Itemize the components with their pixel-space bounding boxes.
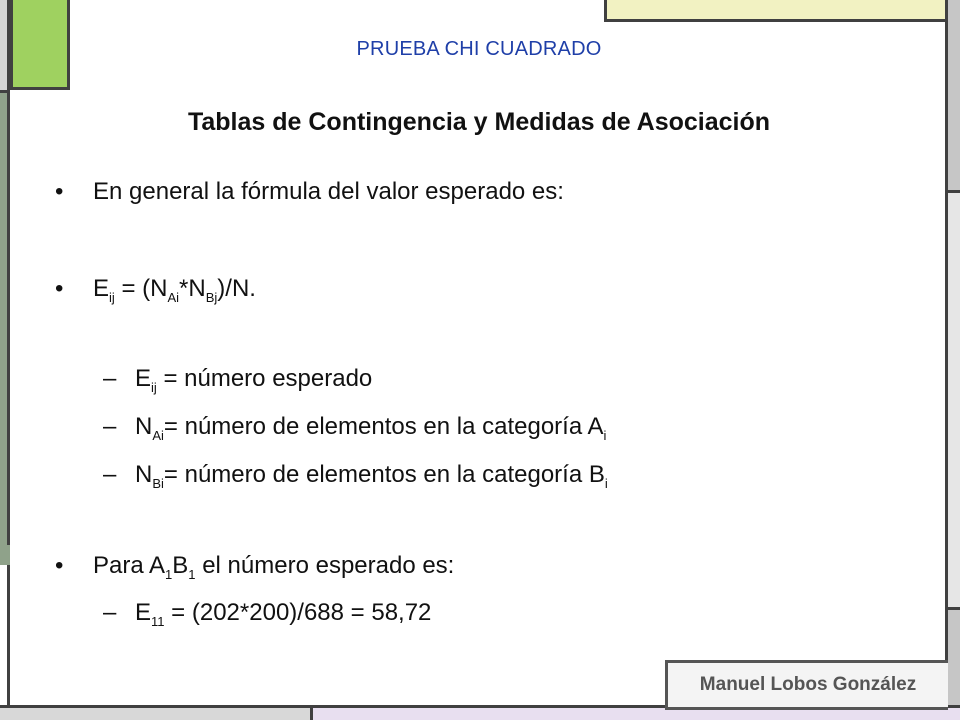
dash-marker: –: [103, 413, 117, 440]
definition-text: $E_{ij}$ = número esperado: [135, 365, 373, 395]
definition-text: $N_{Bi}=$ número de elementos en la categoría $B_i$: [135, 461, 608, 491]
frame-block-right-inner: [948, 190, 960, 610]
frame-block-top-left: [0, 0, 10, 90]
frame-block-left-small: [0, 545, 10, 565]
example-intro: Para $A_1B_1$ el número esperado es:: [93, 552, 455, 582]
dash-marker: –: [103, 461, 117, 488]
slide-header-label: PRUEBA CHI CUADRADO: [356, 38, 602, 60]
slide: [13, 0, 945, 705]
bullet-marker: •: [55, 552, 64, 579]
frame-block-left-bottom: [0, 565, 10, 705]
dash-marker: –: [103, 365, 117, 392]
dash-marker: –: [103, 599, 117, 626]
bullet-text: En general la fórmula del valor esperado es:: [93, 178, 564, 205]
author-name: Manuel Lobos González: [699, 674, 917, 695]
frame-block-left-sage: [0, 90, 10, 545]
bullet-marker: •: [55, 275, 64, 302]
calculation-text: $E_{11} = (202*200)/688 = 58,72$: [135, 599, 432, 629]
frame-block-bottom-left: [0, 705, 310, 720]
equation-text: $E_{ij} = (N_{Ai}*N_{Bj})/N$.: [93, 275, 256, 305]
slide-title: Tablas de Contingencia y Medidas de Asociación: [187, 108, 771, 136]
author-footer: [665, 660, 948, 710]
bullet-marker: •: [55, 178, 64, 205]
definition-text: $N_{Ai}=$ número de elementos en la categoría $A_i$: [135, 413, 607, 443]
